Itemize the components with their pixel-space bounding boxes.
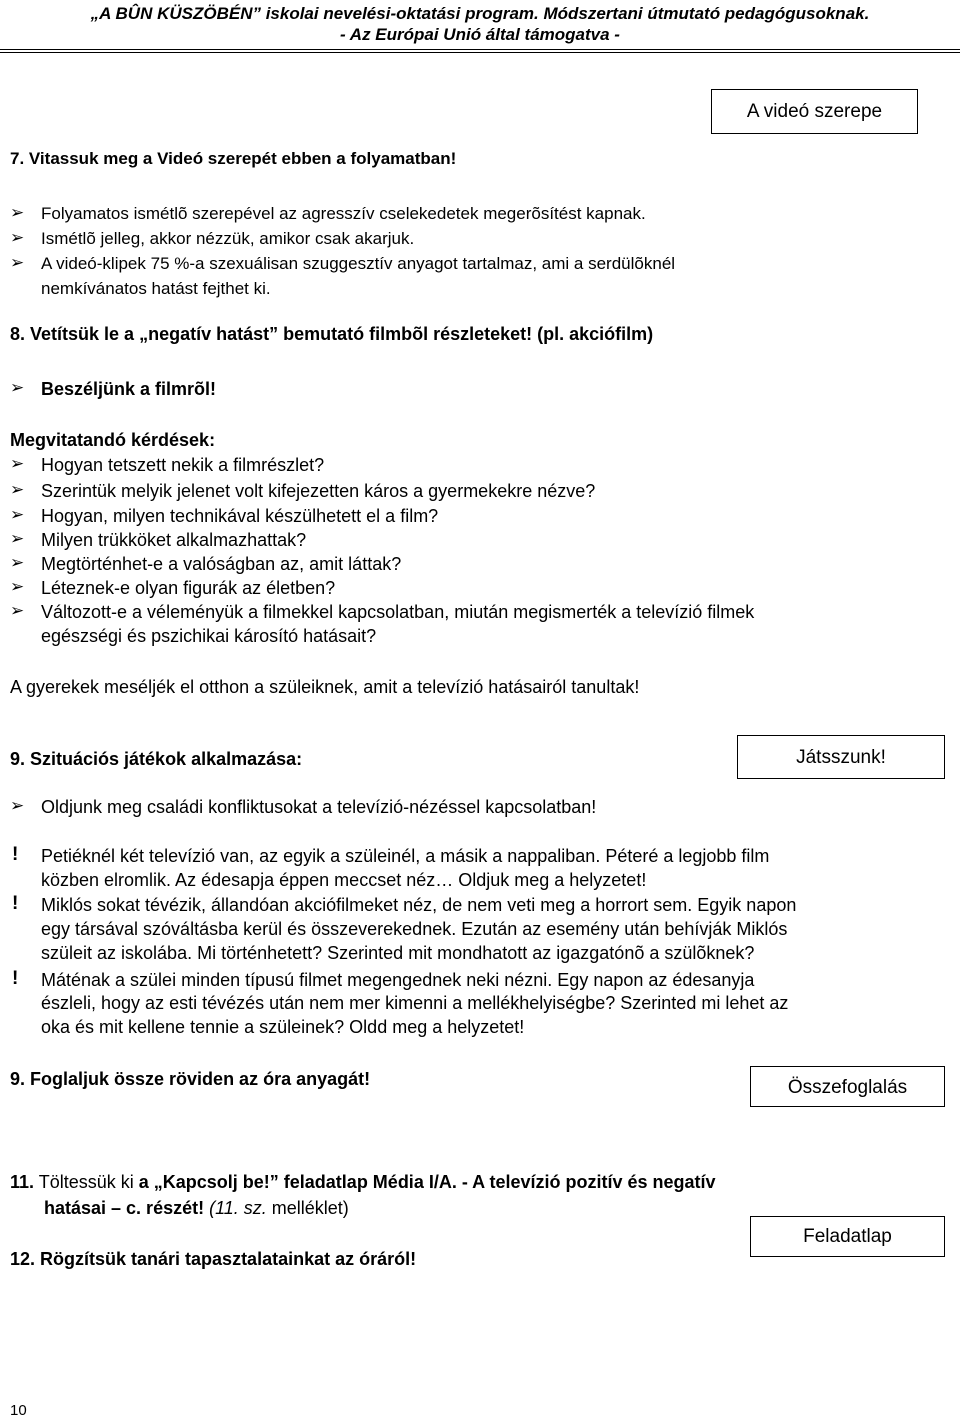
situation-line: közben elromlik. Az édesapja éppen meccset néz… Oldjuk meg a helyzetet!: [41, 870, 647, 890]
header-subtitle: - Az Európai Unió által támogatva -: [340, 25, 620, 44]
question-item-continuation: egészségi és pszichikai károsító hatásait?: [41, 626, 377, 646]
arrow-bullet-icon: ➢: [10, 228, 25, 247]
section11-number: 11.: [10, 1172, 35, 1192]
arrow-bullet-icon: ➢: [10, 529, 25, 548]
exclamation-bullet-icon: !: [12, 968, 19, 989]
side-box-summary-label: Összefoglalás: [787, 1077, 908, 1098]
section12-title: 12. Rögzítsük tanári tapasztalatainkat az óráról!: [10, 1249, 417, 1269]
arrow-bullet-icon: ➢: [10, 203, 25, 222]
section9-intro: Oldjunk meg családi konfliktusokat a televízió-nézéssel kapcsolatban!: [41, 797, 597, 817]
situation-line: egy társával szóváltásba kerül és összeverekednek. Ezután az esemény után behívják Miklós: [41, 919, 788, 939]
header-title: „A BÛN KÜSZÖBÉN” iskolai nevelési-oktatási program. Módszertani útmutató pedagógusoknak.: [90, 4, 870, 23]
situation-line: Máténak a szülei minden típusú filmet megengednek neki nézni. Egy napon az édesanyja: [41, 970, 755, 990]
section9-title: 9. Szituációs játékok alkalmazása:: [10, 749, 303, 769]
situation-line: Petiéknél két televízió van, az egyik a szüleinél, a másik a nappaliban. Péteré a legjobb film: [41, 846, 770, 866]
section8-title: 8. Vetítsük le a „negatív hatást” bemutató filmbõl részleteket! (pl. akciófilm): [10, 324, 654, 344]
header-rule-top: [0, 49, 960, 50]
section7-bullet: Ismétlõ jelleg, akkor nézzük, amikor csak akarjuk.: [41, 229, 415, 248]
question-item: Változott-e a véleményük a filmekkel kapcsolatban, miután megismerték a televízió filmek: [41, 602, 755, 622]
side-box-worksheet: [750, 1216, 945, 1257]
question-item: Hogyan tetszett nekik a filmrészlet?: [41, 455, 325, 475]
section11-text: Töltessük ki: [34, 1172, 139, 1192]
section7-title: 7. Vitassuk meg a Videó szerepét ebben a folyamatban!: [10, 149, 457, 168]
exclamation-bullet-icon: !: [12, 844, 19, 865]
arrow-bullet-icon: ➢: [10, 577, 25, 596]
questions-title: Megvitatandó kérdések:: [10, 430, 216, 450]
situation-line: oka és mit kellene tennie a szüleinek? Oldd meg a helyzetet!: [41, 1017, 525, 1037]
situation-line: szüleit az iskolába. Mi történhetett? Szerinted mit mondhatott az igazgatónõ a szülõknek?: [41, 943, 755, 963]
arrow-bullet-icon: ➢: [10, 796, 25, 815]
section9b-title: 9. Foglaljuk össze röviden az óra anyagát!: [10, 1069, 371, 1089]
section7-bullet: Folyamatos ismétlõ szerepével az agresszív cselekedetek megerõsítést kapnak.: [41, 204, 646, 223]
section11-appendix-ref: (11. sz.: [204, 1198, 272, 1218]
section7-bullet: A videó-klipek 75 %-a szexuálisan szuggesztív anyagot tartalmaz, ami a serdülõknél: [41, 254, 676, 273]
arrow-bullet-icon: ➢: [10, 505, 25, 524]
arrow-bullet-icon: ➢: [10, 553, 25, 572]
side-box-worksheet-label: Feladatlap: [803, 1226, 892, 1247]
arrow-bullet-icon: ➢: [10, 253, 25, 272]
question-item: Léteznek-e olyan figurák az életben?: [41, 578, 336, 598]
section8-talk: Beszéljünk a filmrõl!: [41, 379, 217, 399]
side-box-summary: [750, 1066, 945, 1107]
section7-bullet-continuation: nemkívánatos hatást fejthet ki.: [41, 279, 271, 298]
question-item: Hogyan, milyen technikával készülhetett el a film?: [41, 506, 439, 526]
side-box-video-label: A videó szerepe: [746, 101, 883, 122]
side-box-video: [711, 89, 918, 134]
side-box-play: [737, 735, 945, 779]
situation-line: észleli, hogy az esti tévézés után nem mer kimenni a mellékhelyiségbe? Szerinted mi lehet az: [41, 993, 789, 1013]
section11-appendix: melléklet): [271, 1198, 349, 1218]
exclamation-bullet-icon: !: [12, 893, 19, 914]
section11-topic: - A televízió pozitív és negatív: [456, 1172, 716, 1192]
arrow-bullet-icon: ➢: [10, 378, 25, 397]
page-number: 10: [10, 1402, 27, 1419]
section11-worksheet-name: a „Kapcsolj be!” feladatlap Média I/A.: [138, 1172, 457, 1192]
section11-topic-end: hatásai – c. részét!: [44, 1198, 205, 1218]
situation-line: Miklós sokat tévézik, állandóan akciófilmeket néz, de nem veti meg a horrort sem. Egyik napon: [41, 895, 797, 915]
section11-line2: [44, 1198, 349, 1219]
side-box-play-label: Játsszunk!: [796, 747, 886, 768]
arrow-bullet-icon: ➢: [10, 480, 25, 499]
arrow-bullet-icon: ➢: [10, 601, 25, 620]
question-item: Szerintük melyik jelenet volt kifejezetten káros a gyermekekre nézve?: [41, 481, 596, 501]
section11-line1: [10, 1172, 716, 1193]
homework-text: A gyerekek meséljék el otthon a szüleiknek, amit a televízió hatásairól tanultak!: [10, 677, 640, 697]
arrow-bullet-icon: ➢: [10, 454, 25, 473]
header-rule-bottom: [0, 52, 960, 53]
question-item: Milyen trükköket alkalmazhattak?: [41, 530, 307, 550]
question-item: Megtörténhet-e a valóságban az, amit láttak?: [41, 554, 402, 574]
